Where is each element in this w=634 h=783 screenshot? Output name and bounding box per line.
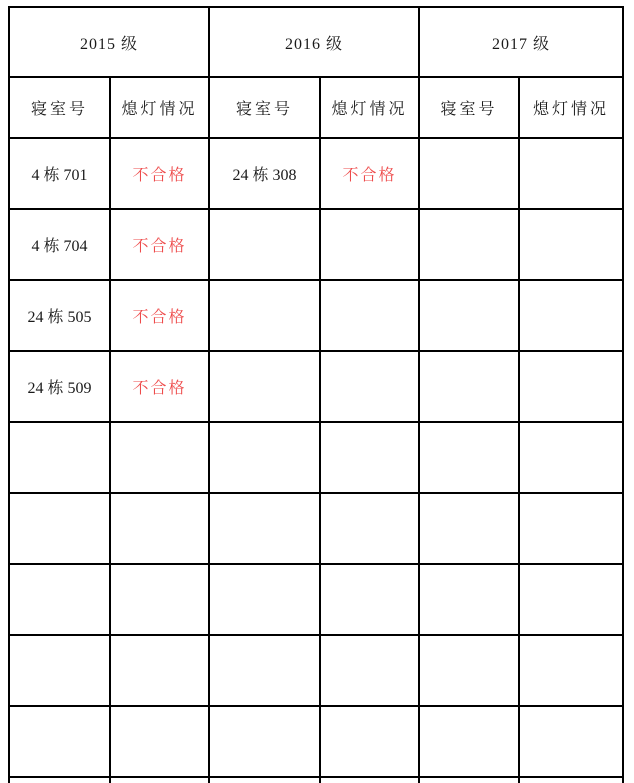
dorm-number-cell: [419, 209, 519, 280]
lights-out-status-cell: [320, 777, 419, 783]
lights-out-status-cell: [519, 138, 623, 209]
lights-out-status-cell: [320, 422, 419, 493]
dorm-number-cell: 24 栋 308: [209, 138, 320, 209]
table-row: [9, 564, 623, 635]
dorm-number-cell: [419, 280, 519, 351]
dorm-number-cell: [419, 706, 519, 777]
column-header-dorm-number: 寝室号: [419, 77, 519, 138]
table-row: [9, 351, 623, 422]
lights-out-status-cell: [320, 209, 419, 280]
dorm-number-cell: [9, 777, 110, 783]
dorm-number-cell: [419, 493, 519, 564]
table-row: [9, 777, 623, 783]
lights-out-status-cell: [110, 564, 209, 635]
lights-out-inspection-table: [8, 6, 624, 783]
dorm-number-cell: [209, 493, 320, 564]
lights-out-status-cell: [110, 635, 209, 706]
lights-out-status-cell: [110, 777, 209, 783]
dorm-number-cell: [9, 493, 110, 564]
lights-out-status-cell: 不合格: [110, 209, 209, 280]
lights-out-status-cell: [519, 706, 623, 777]
table-row: [9, 493, 623, 564]
lights-out-status-cell: [110, 706, 209, 777]
column-header-row: [9, 77, 623, 138]
lights-out-status-cell: [519, 493, 623, 564]
table-row: [9, 138, 623, 209]
grade-header-2016: 2016 级: [209, 7, 419, 77]
dorm-number-cell: 4 栋 704: [9, 209, 110, 280]
table-row: [9, 635, 623, 706]
dorm-number-cell: [209, 564, 320, 635]
lights-out-status-cell: 不合格: [110, 280, 209, 351]
dorm-number-cell: [209, 351, 320, 422]
dorm-number-cell: [209, 209, 320, 280]
lights-out-status-cell: [519, 564, 623, 635]
dorm-number-cell: 24 栋 505: [9, 280, 110, 351]
lights-out-status-cell: [320, 635, 419, 706]
lights-out-status-cell: [519, 777, 623, 783]
dorm-number-cell: [9, 635, 110, 706]
dorm-number-cell: [419, 777, 519, 783]
dorm-number-cell: [209, 706, 320, 777]
dorm-number-cell: [419, 422, 519, 493]
lights-out-status-cell: [110, 422, 209, 493]
dorm-number-cell: [209, 280, 320, 351]
grade-header-2015: 2015 级: [9, 7, 209, 77]
dorm-number-cell: [9, 422, 110, 493]
dorm-number-cell: [209, 422, 320, 493]
lights-out-status-cell: 不合格: [110, 351, 209, 422]
lights-out-status-cell: [320, 280, 419, 351]
lights-out-status-cell: 不合格: [320, 138, 419, 209]
dorm-number-cell: [9, 706, 110, 777]
table-row: [9, 706, 623, 777]
table-body: [9, 138, 623, 783]
lights-out-status-cell: [320, 706, 419, 777]
dorm-number-cell: [419, 635, 519, 706]
dorm-number-cell: 24 栋 509: [9, 351, 110, 422]
table-row: [9, 209, 623, 280]
lights-out-status-cell: [110, 493, 209, 564]
column-header-lights-out-status: 熄灯情况: [519, 77, 623, 138]
lights-out-status-cell: [519, 209, 623, 280]
dorm-number-cell: [419, 564, 519, 635]
dorm-number-cell: 4 栋 701: [9, 138, 110, 209]
dorm-number-cell: [209, 635, 320, 706]
dorm-number-cell: [419, 351, 519, 422]
grade-header-2017: 2017 级: [419, 7, 623, 77]
table-row: [9, 280, 623, 351]
lights-out-status-cell: 不合格: [110, 138, 209, 209]
dorm-number-cell: [9, 564, 110, 635]
grade-header-row: [9, 7, 623, 77]
lights-out-status-cell: [519, 422, 623, 493]
lights-out-status-cell: [519, 635, 623, 706]
lights-out-status-cell: [519, 280, 623, 351]
column-header-dorm-number: 寝室号: [209, 77, 320, 138]
dorm-number-cell: [419, 138, 519, 209]
lights-out-status-cell: [320, 351, 419, 422]
lights-out-status-cell: [320, 564, 419, 635]
dorm-number-cell: [209, 777, 320, 783]
table-row: [9, 422, 623, 493]
column-header-lights-out-status: 熄灯情况: [110, 77, 209, 138]
lights-out-status-cell: [519, 351, 623, 422]
column-header-dorm-number: 寝室号: [9, 77, 110, 138]
lights-out-status-cell: [320, 493, 419, 564]
column-header-lights-out-status: 熄灯情况: [320, 77, 419, 138]
